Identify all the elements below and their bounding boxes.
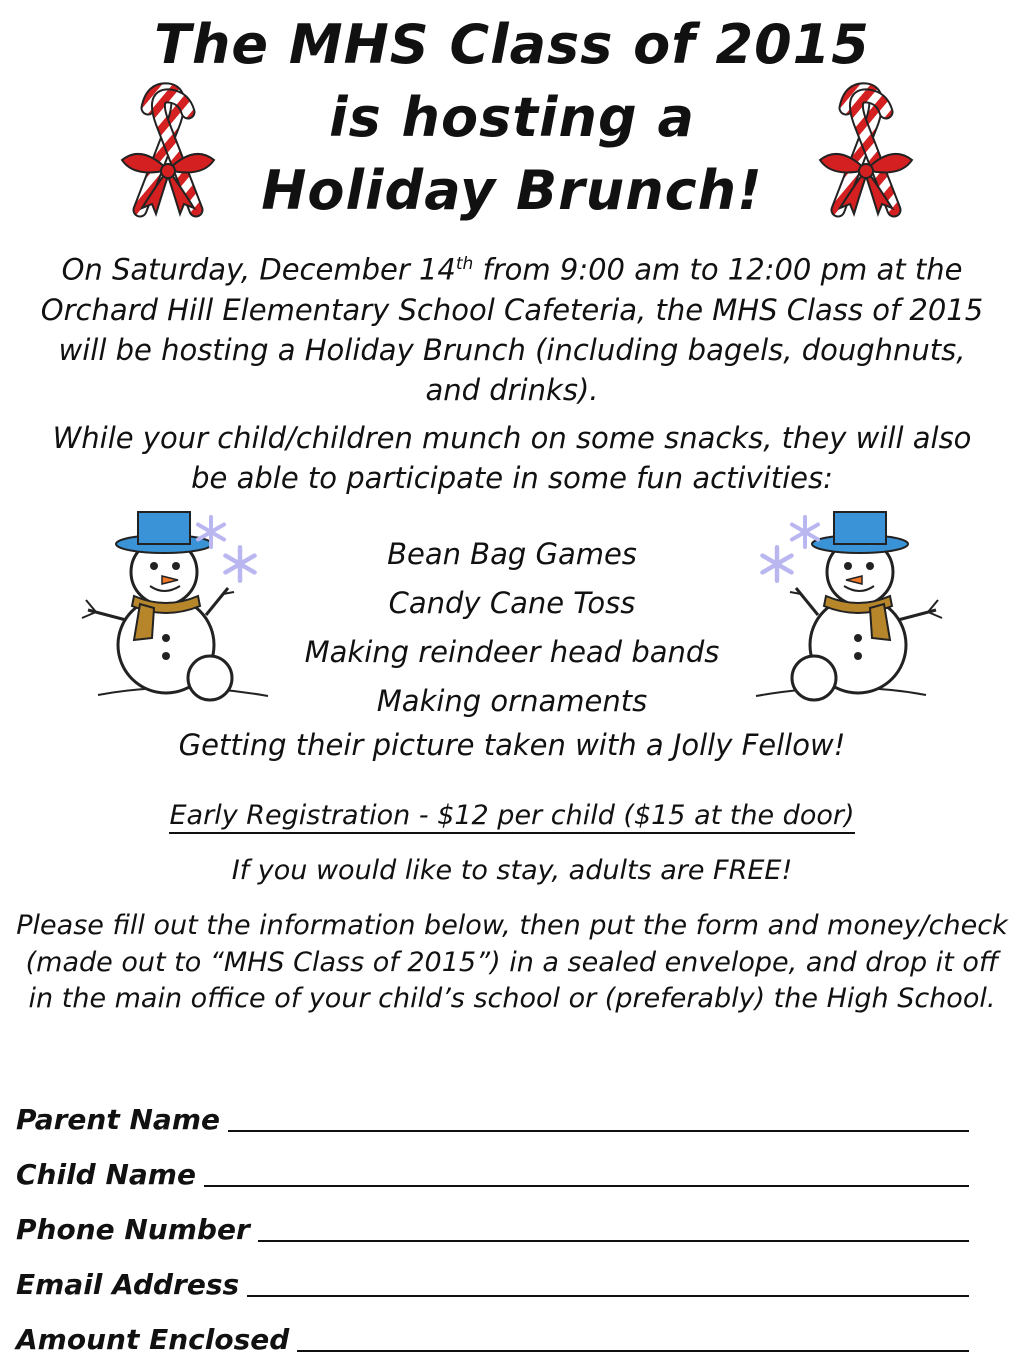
title-line-1: The MHS Class of 2015 — [154, 13, 870, 76]
date-suffix: th — [455, 254, 474, 274]
jolly-fellow-line: Getting their picture taken with a Jolly Fellow! — [178, 728, 846, 762]
instructions-paragraph: Please fill out the information below, then put the form and money/check (made out to “MHS Class of 2015”) in a sealed envelope, and drop it off in the main office of your child’s school or (preferably) the High School. — [16, 910, 1008, 1014]
candy-cane-icon — [112, 82, 222, 222]
intro-text-start: On Saturday, December 14 — [61, 252, 456, 287]
phone-number-blank[interactable] — [258, 1240, 969, 1242]
activity-item: Making reindeer head bands — [304, 635, 720, 669]
parent-name-field[interactable] — [16, 1096, 969, 1136]
email-address-blank[interactable] — [247, 1295, 969, 1297]
activities-list — [260, 530, 764, 726]
amount-enclosed-field[interactable] — [16, 1316, 969, 1356]
intro-text-rest: from 9:00 am to 12:00 pm at the Orchard Hill Elementary School Cafeteria, the MHS Class of 2015 will be hosting a Holiday Brunch (including bagels, doughnuts, and drinks). — [40, 252, 984, 407]
email-address-field[interactable] — [16, 1261, 969, 1301]
snowman-icon — [746, 510, 946, 705]
email-address-label: Email Address — [16, 1268, 240, 1301]
amount-enclosed-label: Amount Enclosed — [16, 1323, 290, 1356]
registration-text: Early Registration - $12 per child ($15 at the door) — [169, 800, 854, 834]
phone-number-label: Phone Number — [16, 1213, 250, 1246]
activity-item: Bean Bag Games — [387, 537, 637, 571]
activity-item: Making ornaments — [376, 684, 648, 718]
parent-name-label: Parent Name — [16, 1103, 220, 1136]
candy-cane-icon — [810, 82, 920, 222]
snowflake-icon — [788, 515, 822, 549]
child-name-blank[interactable] — [204, 1185, 969, 1187]
snowflake-icon — [221, 545, 259, 583]
registration-pricing — [0, 800, 1024, 831]
snowman-icon — [78, 510, 278, 705]
title-line-2: is hosting a — [329, 86, 695, 149]
activity-item: Candy Cane Toss — [388, 586, 636, 620]
amount-enclosed-blank[interactable] — [297, 1350, 969, 1352]
child-name-field[interactable] — [16, 1151, 969, 1191]
child-name-label: Child Name — [16, 1158, 196, 1191]
parent-name-blank[interactable] — [228, 1130, 969, 1132]
snowflake-icon — [194, 515, 228, 549]
intro-paragraph — [40, 244, 984, 410]
title-line-3: Holiday Brunch! — [261, 159, 763, 222]
phone-number-field[interactable] — [16, 1206, 969, 1246]
adults-free-note: If you would like to stay, adults are FREE! — [231, 855, 793, 886]
activities-intro: While your child/children munch on some snacks, they will also be able to participate in some fun activities: — [52, 421, 972, 495]
